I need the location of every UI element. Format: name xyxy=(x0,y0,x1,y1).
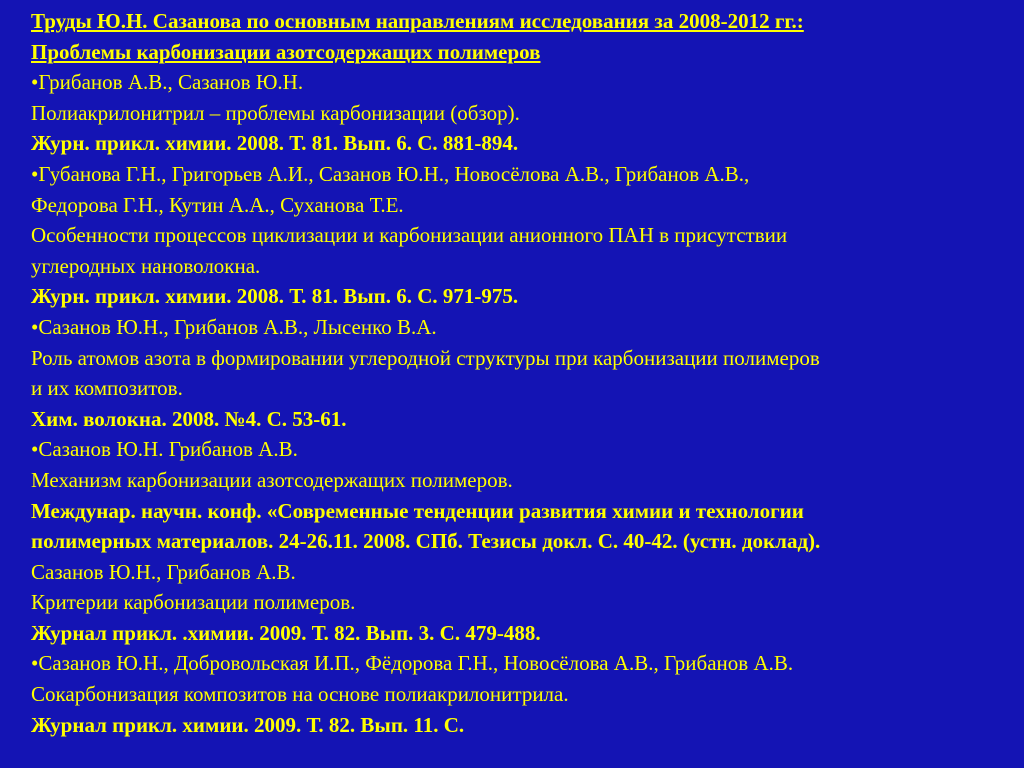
citation-line: Журнал прикл. .химии. 2009. Т. 82. Вып. 3. С. 479-488. xyxy=(31,620,541,645)
text-line: углеродных нановолокна. xyxy=(31,253,261,278)
citation-line: Междунар. научн. конф. «Современные тенденции развития химии и технологии xyxy=(31,498,804,523)
text-line: Федорова Г.Н., Кутин А.А., Суханова Т.Е. xyxy=(31,192,404,217)
slide-subtitle: Проблемы карбонизации азотсодержащих полимеров xyxy=(31,39,541,64)
text-line: Полиакрилонитрил – проблемы карбонизации (обзор). xyxy=(31,100,520,125)
citation-line: Журн. прикл. химии. 2008. Т. 81. Вып. 6. С. 881-894. xyxy=(31,131,519,156)
text-line: •Сазанов Ю.Н. Грибанов А.В. xyxy=(31,437,298,462)
text-line: •Сазанов Ю.Н., Добровольская И.П., Фёдорова Г.Н., Новосёлова А.В., Грибанов А.В. xyxy=(31,651,794,676)
text-line: Роль атомов азота в формировании углеродной структуры при карбонизации полимеров xyxy=(31,345,820,370)
citation-line: полимерных материалов. 24-26.11. 2008. СПб. Тезисы докл. С. 40-42. (устн. доклад). xyxy=(31,529,821,554)
text-line: •Сазанов Ю.Н., Грибанов А.В., Лысенко В.А. xyxy=(31,314,437,339)
text-line: Механизм карбонизации азотсодержащих полимеров. xyxy=(31,467,513,492)
slide-header xyxy=(31,6,1010,67)
citation-line: Журнал прикл. химии. 2009. Т. 82. Вып. 11. С. xyxy=(31,712,465,737)
slide-title: Труды Ю.Н. Сазанова по основным направлениям исследования за 2008-2012 гг.: xyxy=(31,9,804,33)
citation-line: Хим. волокна. 2008. №4. С. 53-61. xyxy=(31,406,347,431)
text-line: •Грибанов А.В., Сазанов Ю.Н. xyxy=(31,70,304,95)
text-line: Особенности процессов циклизации и карбонизации анионного ПАН в присутствии xyxy=(31,223,788,248)
publication-list xyxy=(31,67,1010,740)
text-line: и их композитов. xyxy=(31,376,183,401)
text-line: Сазанов Ю.Н., Грибанов А.В. xyxy=(31,559,296,584)
text-line: Сокарбонизация композитов на основе полиакрилонитрила. xyxy=(31,682,569,707)
text-line: Критерии карбонизации полимеров. xyxy=(31,590,356,615)
citation-line: Журн. прикл. химии. 2008. Т. 81. Вып. 6. С. 971-975. xyxy=(31,284,519,309)
text-line: •Губанова Г.Н., Григорьев А.И., Сазанов Ю.Н., Новосёлова А.В., Грибанов А.В., xyxy=(31,161,750,186)
